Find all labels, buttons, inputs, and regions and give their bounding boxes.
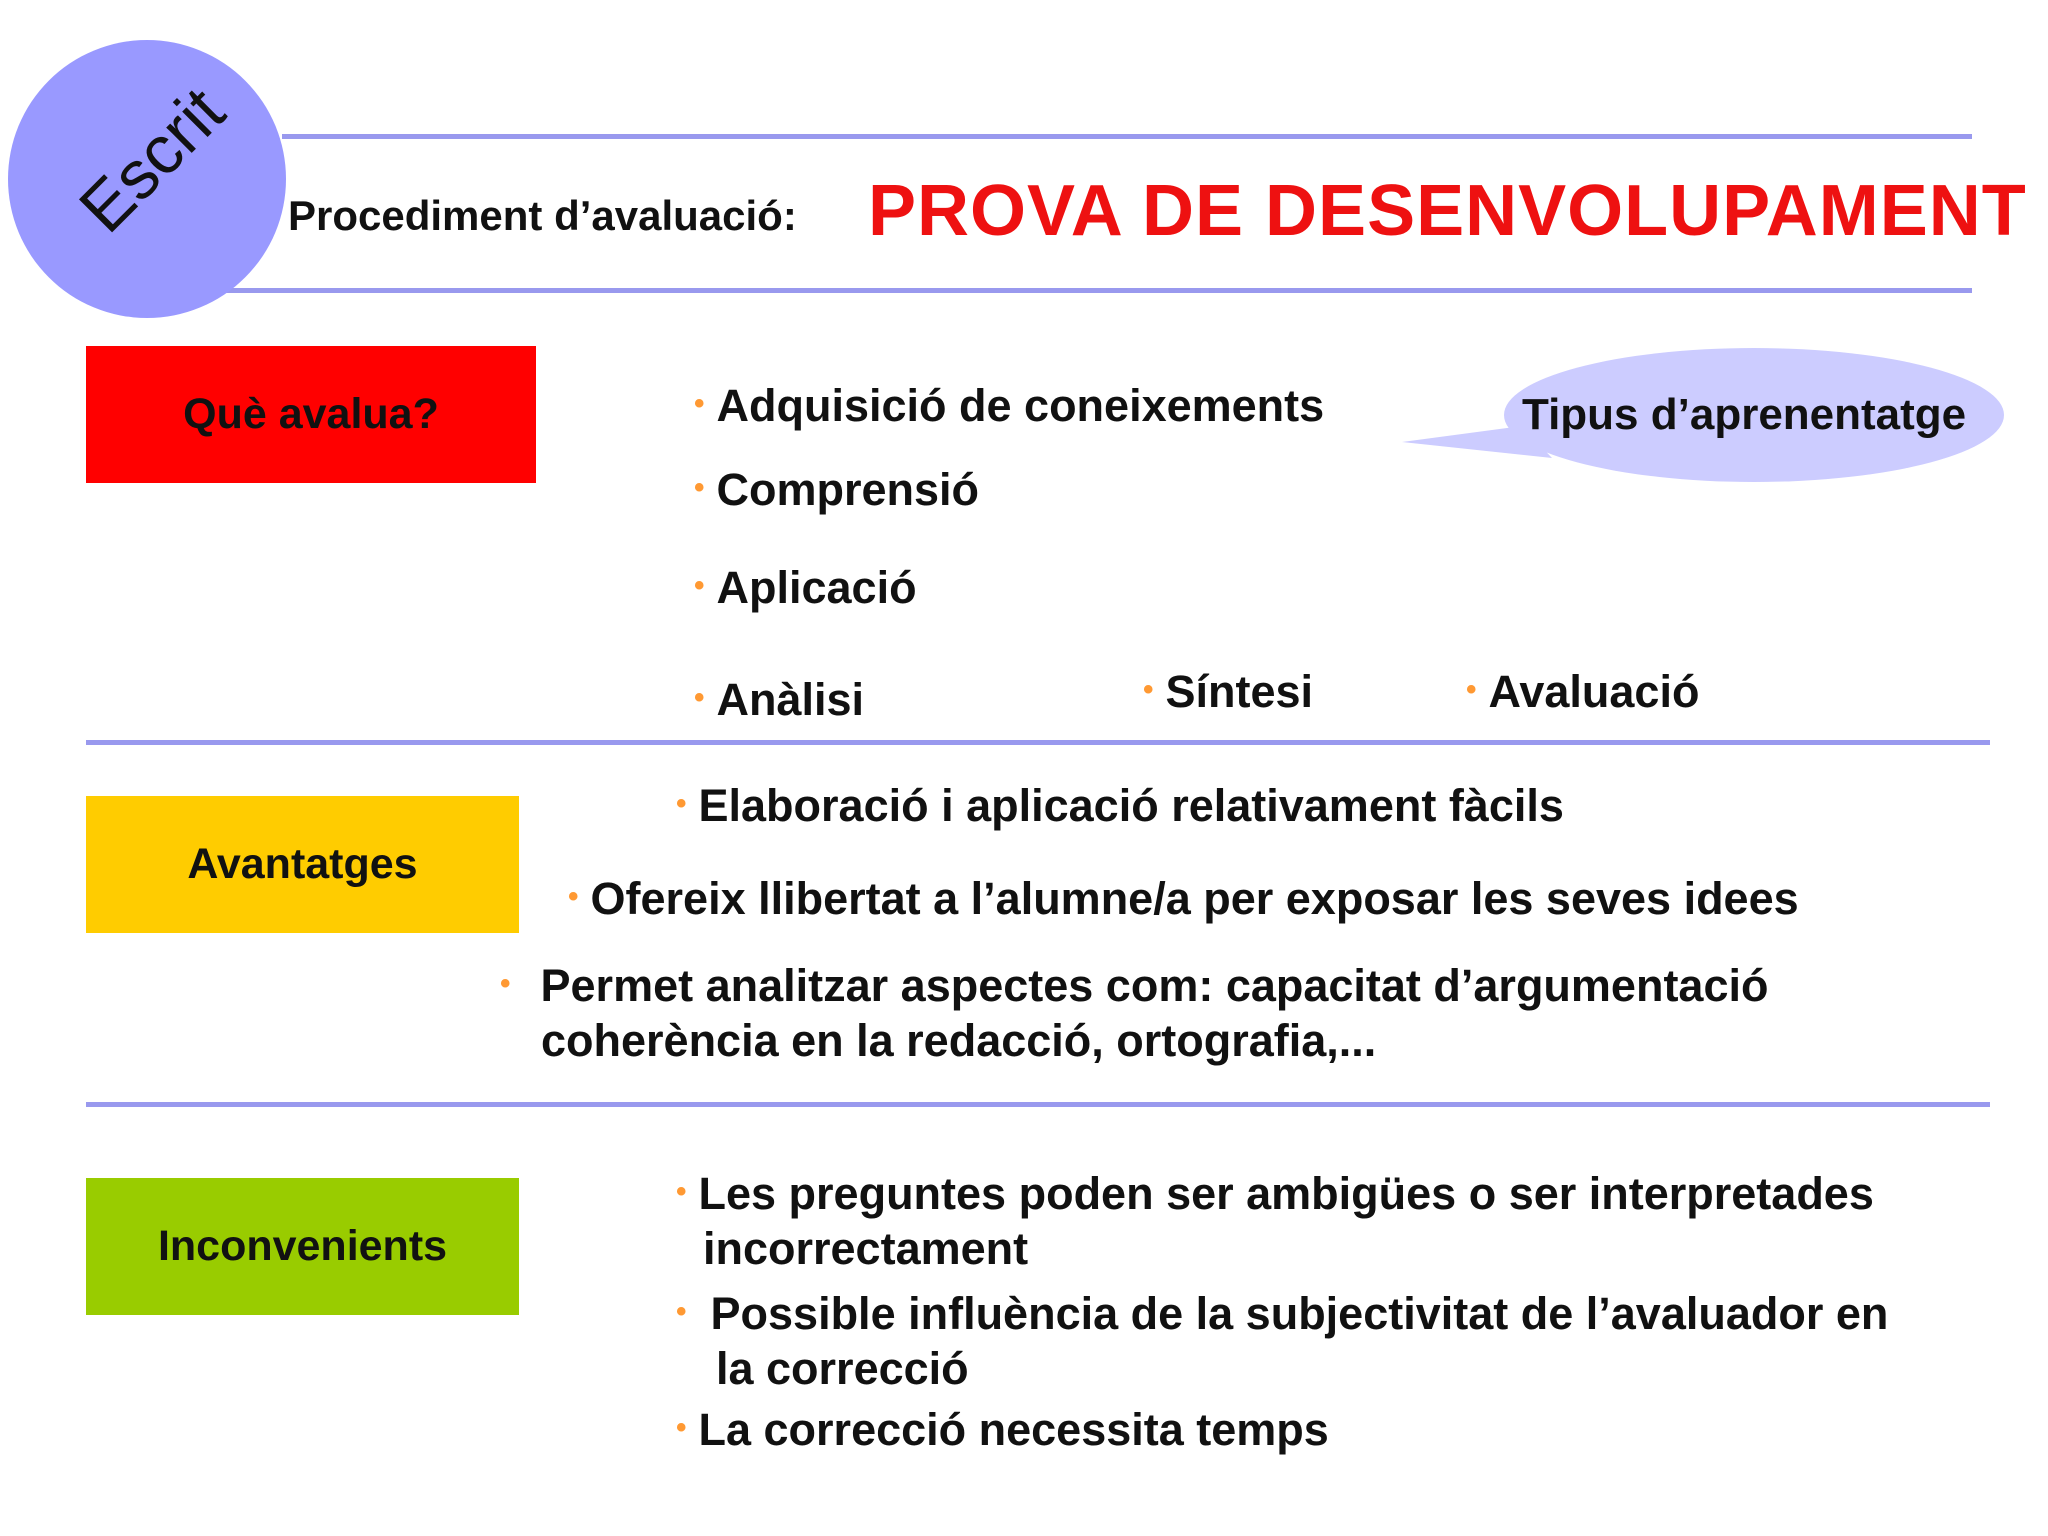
- drawbacks-label-box: [86, 1178, 519, 1315]
- bullet-icon: •: [676, 787, 687, 820]
- list-item-text: Anàlisi: [716, 674, 865, 725]
- page-title: PROVA DE DESENVOLUPAMENT: [868, 171, 2027, 251]
- list-item-text: Possible influència de la subjectivitat de l’avaluador en: [710, 1288, 1889, 1339]
- procedure-label: Procediment d’avaluació:: [288, 192, 797, 239]
- list-item: [676, 1288, 1888, 1340]
- bullet-icon: •: [676, 1175, 687, 1208]
- list-item-text: Permet analitzar aspectes com: capacitat d’argumentació: [540, 960, 1769, 1011]
- list-item: [676, 780, 1564, 832]
- badge-label: Escrit: [65, 73, 239, 247]
- section-divider: [86, 1102, 1990, 1107]
- list-item-text: La correcció necessita temps: [698, 1404, 1329, 1455]
- evaluates-label-box: [86, 346, 536, 483]
- list-item-continuation: coherència en la redacció, ortografia,...: [541, 1015, 1377, 1066]
- bullet-icon: •: [500, 967, 511, 1000]
- list-item-text: Aplicació: [716, 562, 917, 613]
- list-item: [694, 562, 917, 614]
- list-item-text: Avaluació: [1488, 666, 1700, 717]
- evaluates-label: Què avalua?: [183, 390, 439, 438]
- list-item: [676, 1404, 1329, 1456]
- bullet-icon: •: [694, 569, 705, 602]
- list-item: [676, 1168, 1874, 1220]
- list-item-continuation: la correcció: [716, 1343, 969, 1394]
- list-item: [694, 380, 1324, 432]
- list-item-continuation: incorrectament: [703, 1223, 1029, 1274]
- bullet-icon: •: [694, 681, 705, 714]
- list-item: [500, 960, 1768, 1012]
- bullet-icon: •: [676, 1411, 687, 1444]
- list-item-text: Adquisició de coneixements: [716, 380, 1325, 431]
- bullet-icon: •: [676, 1295, 687, 1328]
- list-item-text: Ofereix llibertat a l’alumne/a per exposar les seves idees: [590, 873, 1799, 924]
- list-item-text: Elaboració i aplicació relativament fàcils: [698, 780, 1564, 831]
- drawbacks-label: Inconvenients: [157, 1222, 448, 1270]
- bullet-icon: •: [694, 471, 705, 504]
- callout-text: Tipus d’aprenentatge: [1522, 390, 1967, 439]
- list-item: [568, 873, 1799, 925]
- header-top-rule: [282, 134, 1972, 139]
- list-item-text: Comprensió: [716, 464, 980, 515]
- list-item: [1143, 666, 1313, 718]
- advantages-label-box: [86, 796, 519, 933]
- header-bottom-rule: [210, 288, 1972, 293]
- list-item-text: Síntesi: [1165, 666, 1314, 717]
- bullet-icon: •: [694, 387, 705, 420]
- list-item-text: Les preguntes poden ser ambigües o ser interpretades: [698, 1168, 1874, 1219]
- bullet-icon: •: [568, 880, 579, 913]
- advantages-label: Avantatges: [187, 840, 418, 888]
- list-item: [1466, 666, 1699, 718]
- bullet-icon: •: [1143, 673, 1154, 706]
- list-item: [694, 464, 979, 516]
- section-divider: [86, 740, 1990, 745]
- bullet-icon: •: [1466, 673, 1477, 706]
- list-item: [694, 674, 864, 726]
